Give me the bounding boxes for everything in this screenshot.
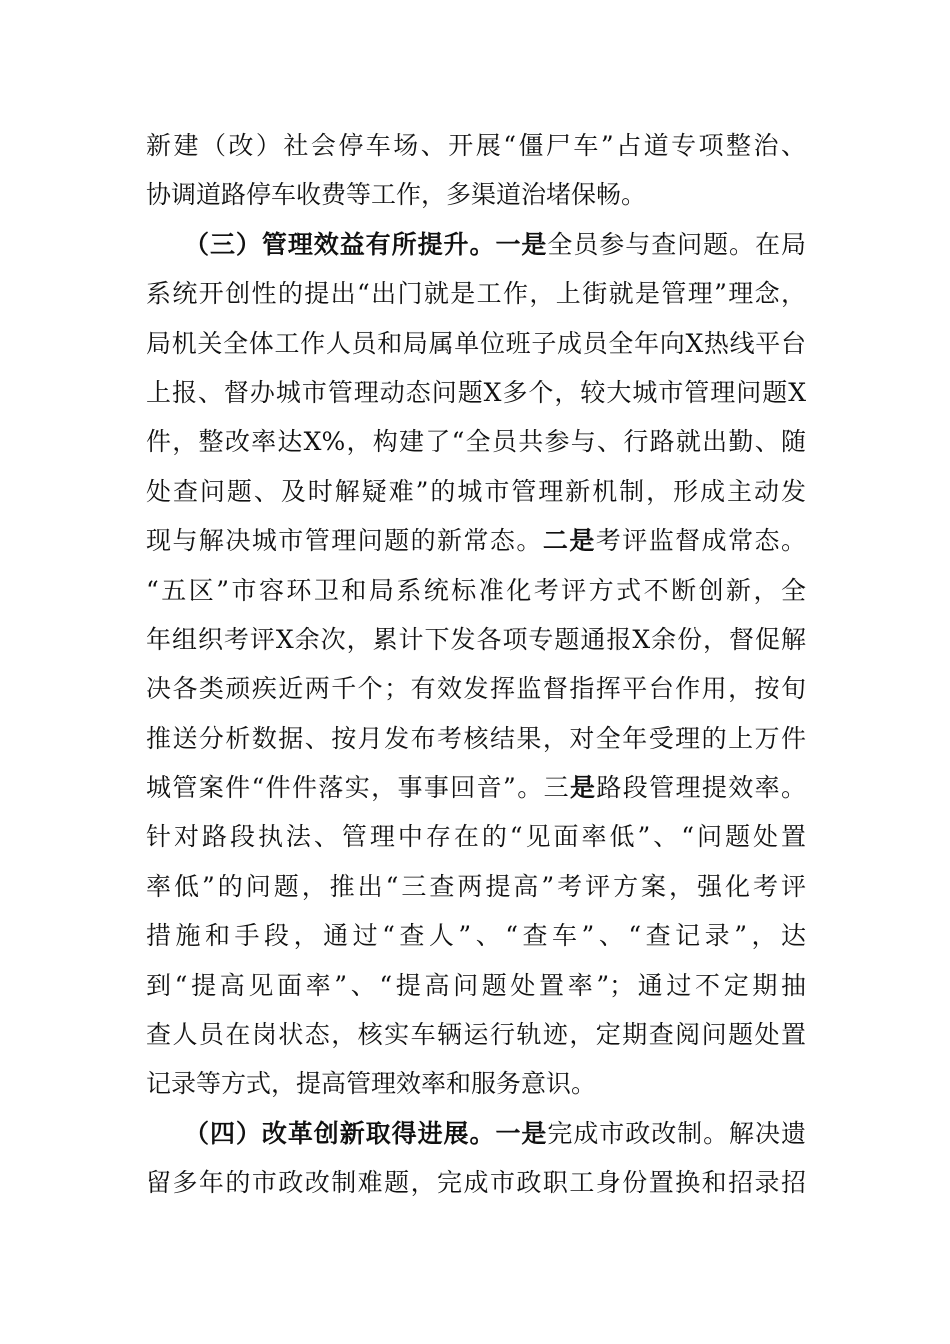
text-line xyxy=(146,523,806,572)
section-heading: （三）管理效益有所提升。一是 xyxy=(184,229,548,259)
text-line xyxy=(146,770,806,819)
text-run: 系统开创性的提出“出门就是工作，上街就是管理”理念， xyxy=(146,279,806,309)
text-line xyxy=(146,1165,806,1214)
text-line xyxy=(146,869,806,918)
text-line xyxy=(146,177,806,226)
text-line xyxy=(146,474,806,523)
bold-marker: 二是 xyxy=(542,526,596,556)
text-line xyxy=(146,326,806,375)
bold-marker: 是 xyxy=(569,773,597,803)
text-run: 件，整改率达X%，构建了“全员共参与、行路就出勤、随 xyxy=(146,427,806,457)
text-run: 推送分析数据、按月发布考核结果，对全年受理的上万件 xyxy=(146,723,806,753)
section-heading: （四）改革创新取得进展。一是 xyxy=(184,1118,548,1148)
text-run: 措施和手段，通过“查人”、“查车”、“查记录”，达 xyxy=(146,921,806,951)
text-run: 决各类顽疾近两千个；有效发挥监督指挥平台作用，按旬 xyxy=(146,674,806,704)
section-heading-line xyxy=(146,227,806,276)
text-line xyxy=(146,968,806,1017)
text-run: 年组织考评X余次，累计下发各项专题通报X余份，督促解 xyxy=(146,624,806,654)
text-line xyxy=(146,918,806,967)
text-line xyxy=(146,1066,806,1115)
text-line xyxy=(146,573,806,622)
text-run: 到“提高见面率”、“提高问题处置率”；通过不定期抽 xyxy=(146,970,806,1000)
text-line xyxy=(146,671,806,720)
text-run: 考评监督成常态。 xyxy=(595,526,806,556)
body-text xyxy=(146,128,806,1215)
text-line xyxy=(146,375,806,424)
section-heading-line xyxy=(146,1116,806,1165)
text-run: 新建（改）社会停车场、开展“僵尸车”占道专项整治、 xyxy=(146,131,806,160)
text-run: 上报、督办城市管理动态问题X多个，较大城市管理问题X xyxy=(146,377,806,407)
text-line xyxy=(146,622,806,671)
text-run: 协调道路停车收费等工作，多渠道治堵保畅。 xyxy=(146,180,647,210)
text-run: 城管案件“件件落实，事事回音”。三 xyxy=(146,773,570,803)
text-run: 局机关全体工作人员和局属单位班子成员全年向X热线平台 xyxy=(146,328,806,358)
text-run: 查人员在岗状态，核实车辆运行轨迹，定期查阅问题处置 xyxy=(146,1020,806,1050)
text-run: 针对路段执法、管理中存在的“见面率低”、“问题处置 xyxy=(146,822,806,852)
text-line xyxy=(146,721,806,770)
text-run: 完成市政改制。解决遗 xyxy=(547,1118,806,1148)
text-line xyxy=(146,128,806,177)
text-run: 全员参与查问题。在局 xyxy=(547,229,806,259)
text-line xyxy=(146,276,806,325)
text-run: 处查问题、及时解疑难”的城市管理新机制，形成主动发 xyxy=(146,476,806,506)
text-run: 记录等方式，提高管理效率和服务意识。 xyxy=(146,1069,597,1099)
text-run: 率低”的问题，推出“三查两提高”考评方案，强化考评 xyxy=(146,871,806,901)
text-line xyxy=(146,1017,806,1066)
text-run: 留多年的市政改制难题，完成市政职工身份置换和招录招 xyxy=(146,1168,806,1198)
text-run: 现与解决城市管理问题的新常态。 xyxy=(146,526,543,556)
text-run: 路段管理提效率。 xyxy=(596,773,806,803)
text-line xyxy=(146,819,806,868)
text-line xyxy=(146,424,806,473)
text-run: “五区”市容环卫和局系统标准化考评方式不断创新，全 xyxy=(146,575,806,605)
